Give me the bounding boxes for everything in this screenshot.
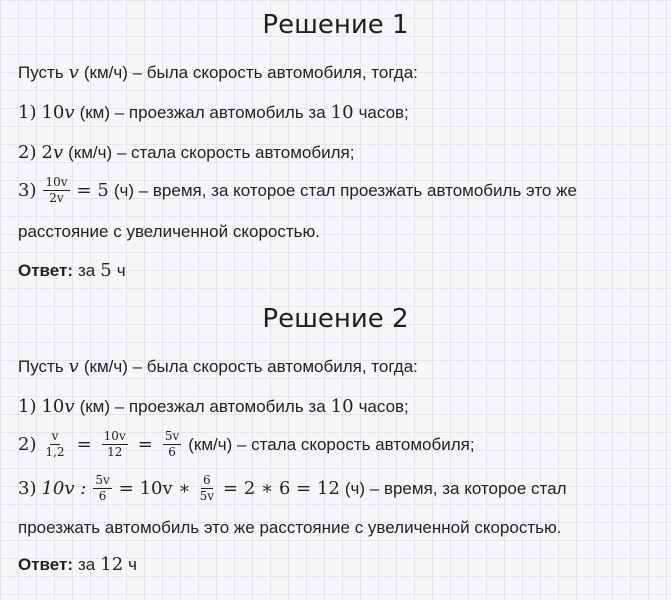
math-number: 2 [41,142,53,163]
step-number: 3) [18,180,37,201]
fraction-denominator: 1,2 [45,445,65,459]
step-text: (км/ч) – стала скорость автомобиля; [68,142,355,162]
solution-1-title: Решение 1 [262,10,409,40]
step-number: 3) [18,478,37,499]
step-text: расстояние с увеличенной скоростью. [18,222,320,241]
fraction [93,474,111,503]
step-text: (ч) – время, за которое стал [344,478,567,498]
fraction [102,430,128,459]
variable-v: v [68,62,79,83]
answer-label: Ответ: [18,260,73,280]
step-text: (ч) – время, за которое стал проезжать автомобиль это же [113,180,577,200]
equals-sign: = [137,434,153,455]
fraction-numerator: 5v [164,429,180,443]
equals-sign: = [76,434,92,455]
fraction-numerator: 10v [45,175,68,189]
solution-2-step-2 [18,430,475,459]
solution-1-step-3 [18,176,577,205]
answer-unit: ч [128,554,138,574]
math-number: 10 [41,396,65,417]
answer-value: 5 [100,260,112,281]
math-expression: = 2 ∗ 6 = 12 [223,478,340,499]
math-expression: = 5 [76,180,109,201]
fraction-denominator: 5v [199,489,215,503]
step-number: 2) [18,142,37,163]
intro-text: Пусть [18,62,64,82]
solution-1-step-1 [18,102,409,123]
variable-v: v [64,102,75,123]
fraction [43,430,66,459]
variable-v: v [64,396,75,417]
fraction-denominator: 12 [107,445,123,459]
fraction [163,430,181,459]
fraction-numerator: 5v [95,473,110,487]
variable-v: v [52,142,64,163]
step-text-tail: часов; [358,396,409,416]
intro-text-tail: (км/ч) – была скорость автомобиля, тогда: [83,356,418,376]
solution-1-step-3-continued [18,222,320,242]
fraction [198,474,216,503]
fraction [43,176,69,205]
step-text: (км) – проезжал автомобиль за [79,396,326,416]
answer-value: 12 [100,554,124,575]
step-number: 2) [18,434,37,455]
step-text: (км/ч) – стала скорость автомобиля; [188,434,475,454]
fraction-denominator: 2v [49,191,64,205]
fraction-numerator: v [51,429,59,443]
answer-unit: ч [116,260,126,280]
solution-2-step-3 [18,474,567,503]
fraction-denominator: 6 [168,445,176,459]
step-number: 1) [18,396,37,417]
math-expression: = 10v ∗ [118,478,191,499]
fraction-numerator: 10v [103,429,126,443]
math-number: 10 [41,102,65,123]
solution-1-intro [18,62,418,83]
step-text: проезжать автомобиль это же расстояние с увеличенной скоростью. [18,518,562,537]
answer-label: Ответ: [18,554,73,574]
answer-text: за [78,554,96,574]
solution-2-answer [18,554,137,575]
fraction-numerator: 6 [203,473,211,487]
solution-1-step-2 [18,142,354,163]
math-number: 10 [330,396,354,417]
step-text: (км) – проезжал автомобиль за [79,102,326,122]
variable-v: v [68,356,79,377]
solution-2-title: Решение 2 [262,304,409,334]
solution-2-intro [18,356,418,377]
intro-text-tail: (км/ч) – была скорость автомобиля, тогда: [83,62,418,82]
step-text-tail: часов; [358,102,409,122]
intro-text: Пусть [18,356,64,376]
answer-text: за [78,260,96,280]
solution-2-step-1 [18,396,409,417]
solution-1-answer [18,260,126,281]
solution-2-step-3-continued [18,518,561,538]
step-number: 1) [18,102,37,123]
math-expression: 10v : [41,478,87,499]
math-number: 10 [330,102,354,123]
fraction-denominator: 6 [98,489,107,503]
